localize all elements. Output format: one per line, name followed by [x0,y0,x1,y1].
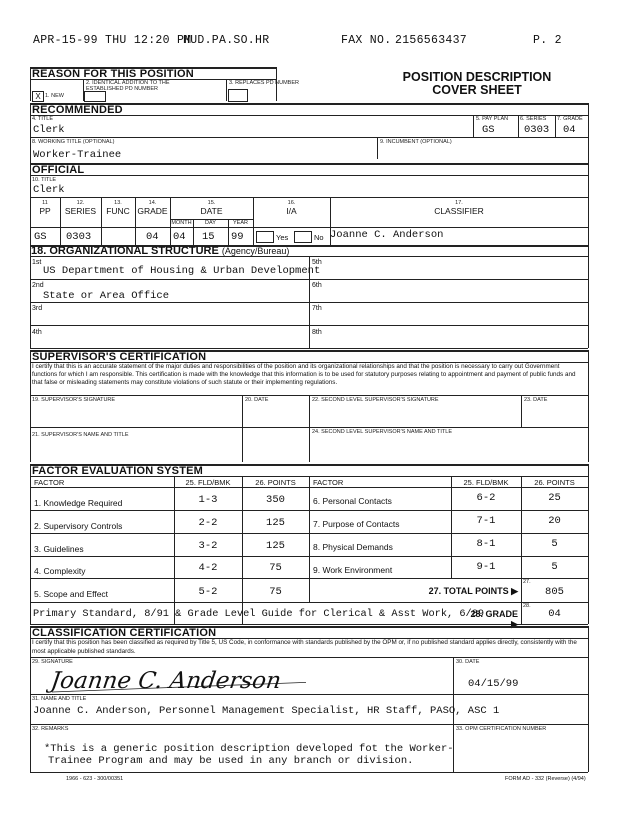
form-title-line1: POSITION DESCRIPTION [402,70,552,84]
fes-fld: 3-2 [198,540,218,552]
fes-factor: 7. Purpose of Contacts [313,519,400,529]
fes-fld: 7-1 [476,515,496,527]
org-1st-label: 1st [32,259,42,266]
identical-label: 2. IDENTICAL ADDITION TO THE ESTABLISHED PD NUMBER [86,80,170,92]
fes-col-points-right: 26. POINTS [534,478,575,487]
classification-sig-label: 29. SIGNATURE [32,659,73,665]
col-day: DAY [205,220,216,226]
fes-fld: 5-2 [198,586,218,598]
official-classifier-value: Joanne C. Anderson [330,229,444,241]
col-func-header: 13. FUNC [106,200,130,216]
org-1st-value: US Department of Housing & Urban Development [43,265,321,277]
org-5th-label: 5th [312,259,322,266]
remarks-label: 32. REMARKS [32,726,69,732]
rec-pay-plan-label: 5. PAY PLAN [476,116,509,122]
second-date-label: 23. DATE [524,397,548,403]
fes-points: 20 [548,515,561,527]
fes-col-factor-left: FACTOR [34,478,65,487]
fes-points: 25 [548,492,561,504]
rec-grade-label: 7. GRADE [557,116,583,122]
official-pp-value: GS [34,231,47,243]
org-3rd-label: 3rd [32,305,43,312]
fes-points: 125 [266,517,285,529]
remarks-line2: Trainee Program and may be used in any branch or division. [48,755,414,767]
fax-number: 2156563437 [395,34,468,47]
official-title-value: Clerk [33,184,65,196]
grade-label: 28. GRADE ▶ [470,609,518,629]
grade-num: 28. [523,603,531,609]
official-grade-value: 04 [146,231,159,243]
official-series-value: 0303 [66,231,92,243]
total-points-label: 27. TOTAL POINTS ▶ [428,586,518,596]
org-7th-label: 7th [312,305,322,312]
org-6th-label: 6th [312,282,322,289]
rec-title-label: 4. TITLE [32,116,53,122]
fes-factor: 8. Physical Demands [313,542,393,552]
rec-pay-plan-value: GS [482,124,495,136]
official-day-value: 15 [202,231,215,243]
supervisor-heading: SUPERVISOR'S CERTIFICATION [32,351,207,363]
fax-page: P. 2 [533,34,562,47]
fes-points: 75 [269,586,282,598]
fes-col-fld-right: 25. FLD/BMK [463,478,509,487]
fes-points: 5 [551,561,558,573]
new-label: 1. NEW [45,93,64,99]
reason-heading: REASON FOR THIS POSITION [32,68,194,80]
fes-fld: 4-2 [198,562,218,574]
fes-fld: 9-1 [476,561,496,573]
form-number: FORM AD - 332 (Reverse) (4/94) [505,776,586,782]
official-year-value: 99 [231,231,244,243]
col-year: YEAR [233,220,248,226]
fes-col-points-left: 26. POINTS [255,478,296,487]
replaces-input[interactable] [228,89,248,102]
new-checkbox[interactable]: X [32,91,44,102]
classification-date-value: 04/15/99 [468,678,519,690]
supervisor-date-label: 20. DATE [245,397,269,403]
fes-factor: 6. Personal Contacts [313,496,392,506]
fes-factor: 5. Scope and Effect [34,589,109,599]
fes-fld: 2-2 [198,517,218,529]
total-points-value: 805 [545,586,564,598]
fes-factor: 2. Supervisory Controls [34,521,123,531]
form-title-line2: COVER SHEET [432,83,522,97]
stock-number: 1966 - 623 - 300/00351 [66,776,124,782]
fes-factor: 4. Complexity [34,566,86,576]
fes-points: 350 [266,494,285,506]
incumbent-label: 9. INCUMBENT (OPTIONAL) [380,139,452,145]
classification-date-label: 30. DATE [456,659,480,665]
fes-fld: 1-3 [198,494,218,506]
form-title [392,71,562,97]
fes-factor: 3. Guidelines [34,544,84,554]
col-date-header: 15. DATE [200,200,223,216]
fes-factor: 1. Knowledge Required [34,498,123,508]
org-4th-label: 4th [32,329,42,336]
org-8th-label: 8th [312,329,322,336]
total-points-num: 27. [523,579,531,585]
org-2nd-value: State or Area Office [43,290,170,302]
fes-points: 125 [266,540,285,552]
official-month-value: 04 [173,231,186,243]
col-ia-header: 16. I/A [286,200,297,216]
classifier-signature-text: Joanne C. Anderson [49,668,283,694]
second-sig-label: 22. SECOND LEVEL SUPERVISOR'S SIGNATURE [312,397,439,403]
rec-series-value: 0303 [524,124,550,136]
second-name-label: 24. SECOND LEVEL SUPERVISOR'S NAME AND TITLE [312,429,453,435]
classification-name-label: 31. NAME AND TITLE [32,696,87,702]
org-heading: 18. ORGANIZATIONAL STRUCTURE (Agency/Bureau) [31,245,290,257]
recommended-heading: RECOMMENDED [32,104,123,116]
official-title-label: 10. TITLE [32,177,57,183]
grade-value: 04 [548,608,561,620]
col-series-header: 12. SERIES [64,200,97,216]
ia-no-label: No [314,233,324,242]
fes-col-fld-left: 25. FLD/BMK [185,478,231,487]
remarks-line1: *This is a generic position description developed fot the Worker- [44,743,454,755]
rec-grade-value: 04 [563,124,576,136]
classification-name-value: Joanne C. Anderson, Personnel Management Specialist, HR Staff, PASO, ASC 1 [33,705,500,717]
col-month: MONTH [171,220,192,226]
fax-sender: HUD.PA.SO.HR [183,34,270,47]
fes-points: 5 [551,538,558,550]
org-2nd-label: 2nd [32,282,44,289]
replaces-label: 3. REPLACES PD NUMBER [229,80,299,86]
working-title-label: 8. WORKING TITLE (OPTIONAL) [32,139,115,145]
new-input[interactable] [84,91,106,102]
fax-no-label: FAX NO. [341,34,392,47]
classification-heading: CLASSIFICATION CERTIFICATION [32,627,217,639]
working-title-value: Worker-Trainee [33,149,122,161]
classification-cert-text: I certify that this position has been classified as required by Title 5, US Code, in conformance with standards published by the OPM or, if no published standard applies directly, consistently with the most applicable published standards. [32,639,577,655]
supervisor-sig-label: 19. SUPERVISOR'S SIGNATURE [32,397,116,403]
fes-fld: 8-1 [476,538,496,550]
supervisor-cert-text: I certify that this is an accurate statement of the major duties and responsibilities of the position and its organizational relationships and that the position is necessary to carry out Government functions for which I am responsible. This certification is made with the knowledge that this information is to be used for statutory purposes relating to appointment and payment of public funds and that false or misleading statements may constitute violations of such statute or their implementing regulations. [32,363,576,387]
col-classifier-header: 17. CLASSIFIER [434,200,484,216]
fes-col-factor-right: FACTOR [313,478,344,487]
fes-fld: 6-2 [476,492,496,504]
fax-date-line: APR-15-99 THU 12:20 PM [33,34,192,47]
classification-standard: Primary Standard, 8/91 & Grade Level Guide for Clerical & Asst Work, 6/89 [33,608,485,620]
rec-series-label: 6. SERIES [520,116,547,122]
opm-cert-label: 33. OPM CERTIFICATION NUMBER [456,726,547,732]
ia-no-box[interactable] [294,231,312,243]
ia-yes-label: Yes [276,233,289,242]
official-heading: OFFICIAL [32,164,85,176]
col-pp-header: 11 PP [39,200,51,216]
fes-heading: FACTOR EVALUATION SYSTEM [32,465,204,477]
supervisor-name-label: 21. SUPERVISOR'S NAME AND TITLE [32,432,129,438]
fes-points: 75 [269,562,282,574]
ia-yes-box[interactable] [256,231,274,243]
rec-title-value: Clerk [33,124,65,136]
col-grade-header: 14. GRADE [137,200,168,216]
fes-factor: 9. Work Environment [313,565,393,575]
